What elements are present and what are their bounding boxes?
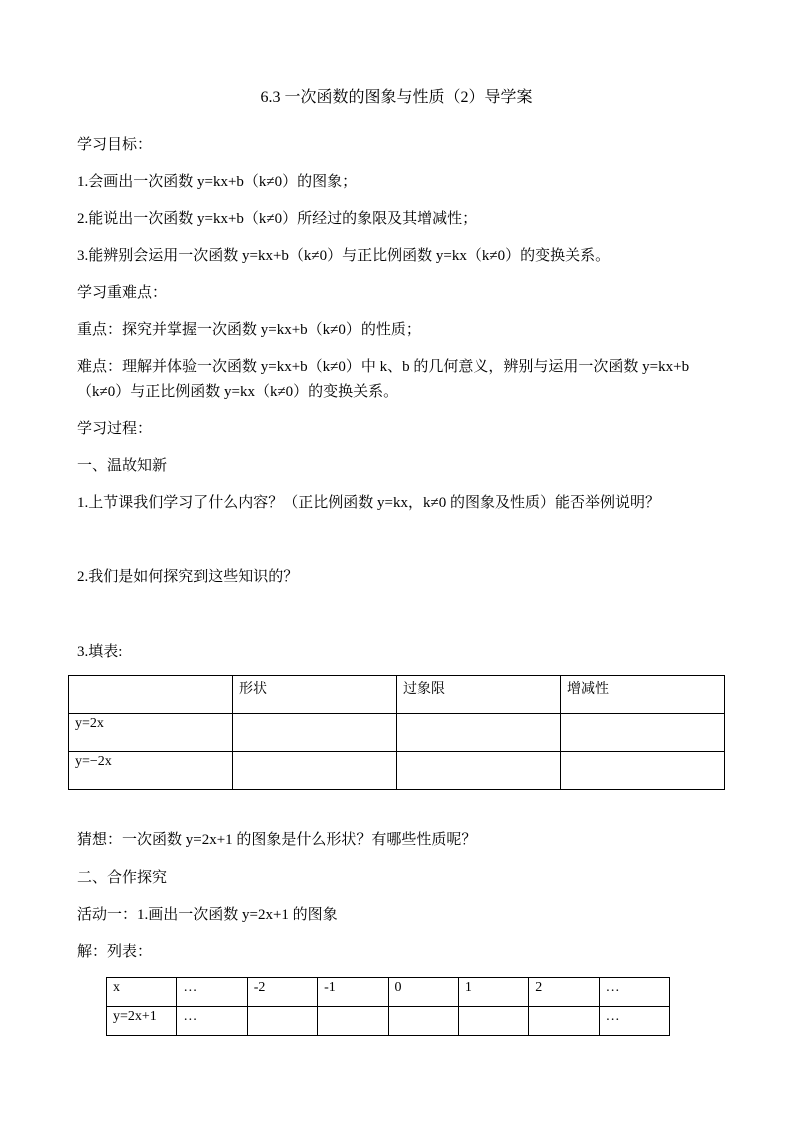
table-cell: [397, 714, 561, 752]
table-cell: [561, 714, 725, 752]
solution-label: 解：列表：: [77, 944, 153, 960]
question-1: 1.上节课我们学习了什么内容？（正比例函数 y=kx，k≠0 的图象及性质）能否举例说明？: [77, 495, 660, 511]
value-table: [106, 977, 670, 1036]
goal-1: 1.会画出一次函数 y=kx+b（k≠0）的图象；: [77, 174, 358, 190]
goals-heading: 学习目标：: [77, 137, 153, 153]
page-title: 6.3 一次函数的图象与性质（2）导学案: [260, 89, 533, 106]
table-cell: 1: [458, 978, 528, 1007]
table-cell: [233, 752, 397, 790]
table-cell: [561, 752, 725, 790]
table-cell: x: [107, 978, 177, 1007]
table-cell: y=2x+1: [107, 1007, 177, 1036]
table-cell: …: [177, 978, 247, 1007]
table-cell: [388, 1007, 458, 1036]
question-2: 2.我们是如何探究到这些知识的？: [77, 569, 299, 585]
section-1-heading: 一、温故知新: [77, 458, 168, 474]
fill-in-table: [68, 675, 725, 790]
table-header-cell: 过象限: [397, 676, 561, 714]
table-cell: …: [599, 1007, 669, 1036]
section-2-heading: 二、合作探究: [77, 870, 168, 886]
table-cell: 0: [388, 978, 458, 1007]
table-cell: [529, 1007, 599, 1036]
table-row: [107, 1007, 670, 1036]
guess-text: 猜想：一次函数 y=2x+1 的图象是什么形状？有哪些性质呢？: [77, 832, 477, 848]
table-row: [107, 978, 670, 1007]
table-cell: [233, 714, 397, 752]
difficulty-line-1: 难点：理解并体验一次函数 y=kx+b（k≠0）中 k、b 的几何意义，辨别与运用一次函数 y=kx+b: [77, 359, 690, 375]
table-cell: y=−2x: [69, 752, 233, 790]
key-point: 重点：探究并掌握一次函数 y=kx+b（k≠0）的性质；: [77, 322, 421, 338]
question-3: 3.填表:: [77, 644, 123, 660]
key-heading: 学习重难点：: [77, 285, 168, 301]
table-cell: [247, 1007, 317, 1036]
table-cell: 2: [529, 978, 599, 1007]
table-cell: [318, 1007, 388, 1036]
goal-3: 3.能辨别会运用一次函数 y=kx+b（k≠0）与正比例函数 y=kx（k≠0）的变换关系。: [77, 248, 611, 264]
table-header-cell: 形状: [233, 676, 397, 714]
table-header-cell: [69, 676, 233, 714]
difficulty-line-2: （k≠0）与正比例函数 y=kx（k≠0）的变换关系。: [77, 384, 399, 400]
table-cell: [397, 752, 561, 790]
goal-2: 2.能说出一次函数 y=kx+b（k≠0）所经过的象限及其增减性；: [77, 211, 478, 227]
table-header-row: [69, 676, 725, 714]
table-cell: …: [177, 1007, 247, 1036]
table-row: [69, 714, 725, 752]
table-cell: …: [599, 978, 669, 1007]
table-row: [69, 752, 725, 790]
table-cell: y=2x: [69, 714, 233, 752]
activity-1: 活动一：1.画出一次函数 y=2x+1 的图象: [77, 907, 338, 923]
table-header-cell: 增减性: [561, 676, 725, 714]
process-heading: 学习过程：: [77, 421, 153, 437]
table-cell: -1: [318, 978, 388, 1007]
table-cell: [458, 1007, 528, 1036]
table-cell: -2: [247, 978, 317, 1007]
